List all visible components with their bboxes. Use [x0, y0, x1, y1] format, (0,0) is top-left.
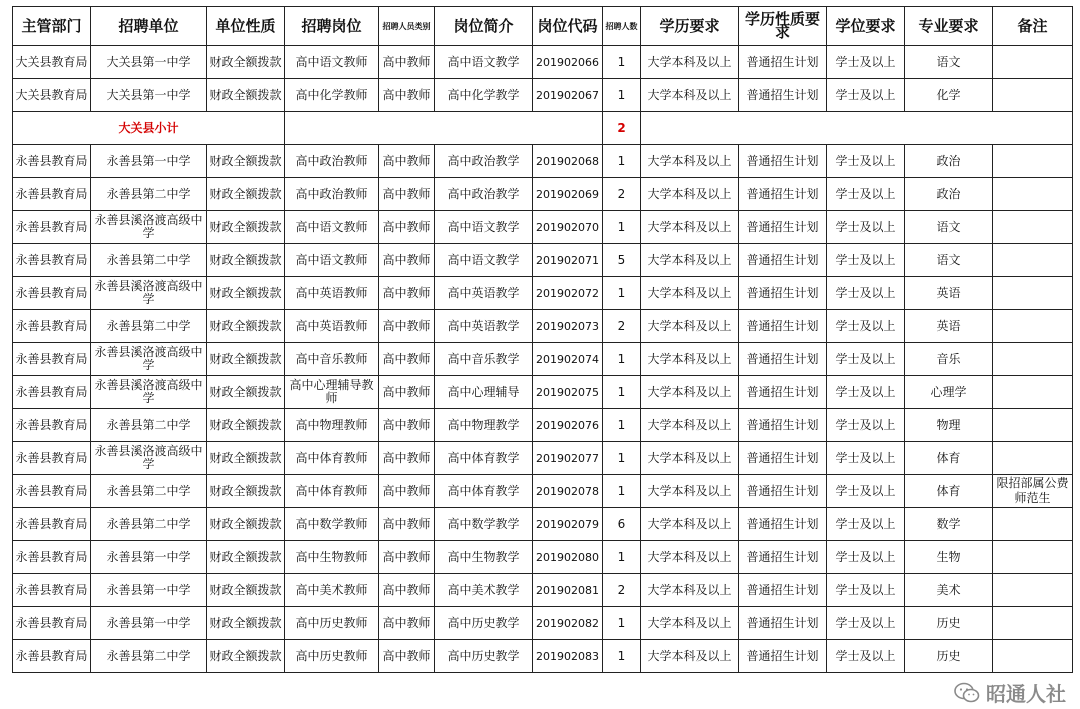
header-unit: 招聘单位: [91, 7, 207, 46]
major-cell: 英语: [905, 277, 993, 310]
edu-type-cell: 普通招生计划: [739, 343, 827, 376]
category-cell: 高中教师: [379, 211, 435, 244]
major-cell: 体育: [905, 442, 993, 475]
degree-cell: 学士及以上: [827, 277, 905, 310]
edu-cell: 大学本科及以上: [641, 574, 739, 607]
note-cell: [993, 574, 1073, 607]
note-cell: [993, 310, 1073, 343]
note-cell: [993, 640, 1073, 673]
wechat-icon: [954, 682, 980, 704]
post-cell: 高中数学教师: [285, 508, 379, 541]
dept-cell: 永善县教育局: [13, 376, 91, 409]
intro-cell: 高中体育教学: [435, 442, 533, 475]
dept-cell: 大关县教育局: [13, 79, 91, 112]
header-category: 招聘人员类别: [379, 7, 435, 46]
unit-cell: 永善县溪洛渡高级中学: [91, 343, 207, 376]
nature-cell: 财政全额拨款: [207, 145, 285, 178]
dept-cell: 永善县教育局: [13, 244, 91, 277]
nature-cell: 财政全额拨款: [207, 244, 285, 277]
unit-cell: 永善县第二中学: [91, 178, 207, 211]
dept-cell: 永善县教育局: [13, 442, 91, 475]
code-cell: 201902067: [533, 79, 603, 112]
subtotal-label: 大关县小计: [13, 112, 285, 145]
post-cell: 高中政治教师: [285, 145, 379, 178]
edu-type-cell: 普通招生计划: [739, 277, 827, 310]
header-major: 专业要求: [905, 7, 993, 46]
nature-cell: 财政全额拨款: [207, 178, 285, 211]
code-cell: 201902066: [533, 46, 603, 79]
table-row: [13, 508, 1073, 541]
count-cell: 1: [603, 211, 641, 244]
intro-cell: 高中语文教学: [435, 211, 533, 244]
count-cell: 2: [603, 574, 641, 607]
count-cell: 1: [603, 475, 641, 508]
note-cell: [993, 277, 1073, 310]
unit-cell: 永善县第一中学: [91, 145, 207, 178]
degree-cell: 学士及以上: [827, 376, 905, 409]
code-cell: 201902078: [533, 475, 603, 508]
note-cell: [993, 607, 1073, 640]
post-cell: 高中语文教师: [285, 244, 379, 277]
category-cell: 高中教师: [379, 640, 435, 673]
edu-cell: 大学本科及以上: [641, 343, 739, 376]
unit-cell: 永善县第一中学: [91, 541, 207, 574]
edu-cell: 大学本科及以上: [641, 145, 739, 178]
dept-cell: 永善县教育局: [13, 343, 91, 376]
note-cell: [993, 46, 1073, 79]
edu-type-cell: 普通招生计划: [739, 508, 827, 541]
dept-cell: 永善县教育局: [13, 574, 91, 607]
edu-type-cell: 普通招生计划: [739, 376, 827, 409]
post-cell: 高中历史教师: [285, 640, 379, 673]
count-cell: 1: [603, 145, 641, 178]
dept-cell: 永善县教育局: [13, 277, 91, 310]
table-row: [13, 376, 1073, 409]
edu-cell: 大学本科及以上: [641, 79, 739, 112]
nature-cell: 财政全额拨款: [207, 442, 285, 475]
degree-cell: 学士及以上: [827, 79, 905, 112]
header-code: 岗位代码: [533, 7, 603, 46]
intro-cell: 高中数学教学: [435, 508, 533, 541]
header-intro: 岗位简介: [435, 7, 533, 46]
intro-cell: 高中美术教学: [435, 574, 533, 607]
edu-type-cell: 普通招生计划: [739, 607, 827, 640]
code-cell: 201902079: [533, 508, 603, 541]
dept-cell: 永善县教育局: [13, 211, 91, 244]
edu-type-cell: 普通招生计划: [739, 640, 827, 673]
header-edu-type: 学历性质要求: [739, 7, 827, 46]
unit-cell: 永善县溪洛渡高级中学: [91, 376, 207, 409]
table-row: [13, 310, 1073, 343]
code-cell: 201902082: [533, 607, 603, 640]
intro-cell: 高中心理辅导: [435, 376, 533, 409]
nature-cell: 财政全额拨款: [207, 475, 285, 508]
intro-cell: 高中英语教学: [435, 277, 533, 310]
edu-cell: 大学本科及以上: [641, 277, 739, 310]
unit-cell: 永善县第二中学: [91, 475, 207, 508]
category-cell: 高中教师: [379, 46, 435, 79]
nature-cell: 财政全额拨款: [207, 277, 285, 310]
intro-cell: 高中语文教学: [435, 46, 533, 79]
edu-cell: 大学本科及以上: [641, 409, 739, 442]
count-cell: 2: [603, 178, 641, 211]
edu-cell: 大学本科及以上: [641, 244, 739, 277]
post-cell: 高中物理教师: [285, 409, 379, 442]
header-row: [13, 7, 1073, 46]
category-cell: 高中教师: [379, 79, 435, 112]
note-cell: [993, 541, 1073, 574]
intro-cell: 高中英语教学: [435, 310, 533, 343]
edu-cell: 大学本科及以上: [641, 640, 739, 673]
dept-cell: 永善县教育局: [13, 640, 91, 673]
count-cell: 1: [603, 79, 641, 112]
watermark: [954, 678, 1066, 707]
intro-cell: 高中政治教学: [435, 145, 533, 178]
note-cell: [993, 79, 1073, 112]
edu-cell: 大学本科及以上: [641, 310, 739, 343]
edu-type-cell: 普通招生计划: [739, 244, 827, 277]
major-cell: 美术: [905, 574, 993, 607]
table-row: [13, 574, 1073, 607]
note-cell: [993, 244, 1073, 277]
unit-cell: 永善县第二中学: [91, 244, 207, 277]
edu-cell: 大学本科及以上: [641, 178, 739, 211]
code-cell: 201902074: [533, 343, 603, 376]
category-cell: 高中教师: [379, 475, 435, 508]
count-cell: 1: [603, 541, 641, 574]
category-cell: 高中教师: [379, 409, 435, 442]
count-cell: 1: [603, 277, 641, 310]
post-cell: 高中政治教师: [285, 178, 379, 211]
edu-type-cell: 普通招生计划: [739, 541, 827, 574]
note-cell: [993, 145, 1073, 178]
edu-type-cell: 普通招生计划: [739, 79, 827, 112]
post-cell: 高中语文教师: [285, 211, 379, 244]
dept-cell: 永善县教育局: [13, 409, 91, 442]
major-cell: 心理学: [905, 376, 993, 409]
note-cell: 限招部属公费师范生: [993, 475, 1073, 508]
header-post: 招聘岗位: [285, 7, 379, 46]
header-dept: 主管部门: [13, 7, 91, 46]
dept-cell: 永善县教育局: [13, 541, 91, 574]
major-cell: 历史: [905, 607, 993, 640]
degree-cell: 学士及以上: [827, 46, 905, 79]
intro-cell: 高中政治教学: [435, 178, 533, 211]
category-cell: 高中教师: [379, 244, 435, 277]
major-cell: 体育: [905, 475, 993, 508]
degree-cell: 学士及以上: [827, 475, 905, 508]
edu-type-cell: 普通招生计划: [739, 145, 827, 178]
edu-cell: 大学本科及以上: [641, 211, 739, 244]
code-cell: 201902071: [533, 244, 603, 277]
category-cell: 高中教师: [379, 343, 435, 376]
post-cell: 高中心理辅导教师: [285, 376, 379, 409]
intro-cell: 高中化学教学: [435, 79, 533, 112]
note-cell: [993, 442, 1073, 475]
code-cell: 201902081: [533, 574, 603, 607]
header-edu: 学历要求: [641, 7, 739, 46]
nature-cell: 财政全额拨款: [207, 607, 285, 640]
nature-cell: 财政全额拨款: [207, 376, 285, 409]
unit-cell: 永善县第二中学: [91, 640, 207, 673]
table-row: [13, 277, 1073, 310]
count-cell: 1: [603, 607, 641, 640]
table-row: [13, 442, 1073, 475]
category-cell: 高中教师: [379, 607, 435, 640]
nature-cell: 财政全额拨款: [207, 409, 285, 442]
edu-type-cell: 普通招生计划: [739, 211, 827, 244]
edu-cell: 大学本科及以上: [641, 508, 739, 541]
count-cell: 5: [603, 244, 641, 277]
major-cell: 语文: [905, 46, 993, 79]
unit-cell: 永善县第二中学: [91, 508, 207, 541]
note-cell: [993, 376, 1073, 409]
note-cell: [993, 508, 1073, 541]
category-cell: 高中教师: [379, 310, 435, 343]
intro-cell: 高中音乐教学: [435, 343, 533, 376]
post-cell: 高中体育教师: [285, 475, 379, 508]
count-cell: 1: [603, 409, 641, 442]
unit-cell: 永善县第一中学: [91, 607, 207, 640]
degree-cell: 学士及以上: [827, 442, 905, 475]
unit-cell: 大关县第一中学: [91, 79, 207, 112]
note-cell: [993, 211, 1073, 244]
code-cell: 201902075: [533, 376, 603, 409]
table-row: [13, 409, 1073, 442]
table-row: [13, 211, 1073, 244]
major-cell: 英语: [905, 310, 993, 343]
count-cell: 1: [603, 376, 641, 409]
degree-cell: 学士及以上: [827, 211, 905, 244]
degree-cell: 学士及以上: [827, 574, 905, 607]
subtotal-row: [13, 112, 1073, 145]
code-cell: 201902072: [533, 277, 603, 310]
intro-cell: 高中历史教学: [435, 607, 533, 640]
subtotal-blank: [285, 112, 603, 145]
post-cell: 高中语文教师: [285, 46, 379, 79]
code-cell: 201902080: [533, 541, 603, 574]
dept-cell: 永善县教育局: [13, 475, 91, 508]
code-cell: 201902076: [533, 409, 603, 442]
table-row: [13, 46, 1073, 79]
table-row: [13, 79, 1073, 112]
subtotal-blank-right: [641, 112, 1073, 145]
major-cell: 政治: [905, 145, 993, 178]
table-row: [13, 244, 1073, 277]
post-cell: 高中音乐教师: [285, 343, 379, 376]
count-cell: 1: [603, 442, 641, 475]
degree-cell: 学士及以上: [827, 310, 905, 343]
edu-cell: 大学本科及以上: [641, 541, 739, 574]
degree-cell: 学士及以上: [827, 508, 905, 541]
category-cell: 高中教师: [379, 442, 435, 475]
post-cell: 高中生物教师: [285, 541, 379, 574]
header-degree: 学位要求: [827, 7, 905, 46]
unit-cell: 永善县第一中学: [91, 574, 207, 607]
category-cell: 高中教师: [379, 541, 435, 574]
nature-cell: 财政全额拨款: [207, 541, 285, 574]
edu-type-cell: 普通招生计划: [739, 442, 827, 475]
recruitment-table: [12, 6, 1073, 673]
degree-cell: 学士及以上: [827, 178, 905, 211]
unit-cell: 大关县第一中学: [91, 46, 207, 79]
major-cell: 历史: [905, 640, 993, 673]
unit-cell: 永善县溪洛渡高级中学: [91, 277, 207, 310]
edu-type-cell: 普通招生计划: [739, 310, 827, 343]
category-cell: 高中教师: [379, 277, 435, 310]
code-cell: 201902073: [533, 310, 603, 343]
table-row: [13, 640, 1073, 673]
unit-cell: 永善县溪洛渡高级中学: [91, 211, 207, 244]
edu-type-cell: 普通招生计划: [739, 574, 827, 607]
major-cell: 化学: [905, 79, 993, 112]
degree-cell: 学士及以上: [827, 607, 905, 640]
code-cell: 201902068: [533, 145, 603, 178]
table-row: [13, 343, 1073, 376]
header-note: 备注: [993, 7, 1073, 46]
edu-type-cell: 普通招生计划: [739, 46, 827, 79]
edu-cell: 大学本科及以上: [641, 607, 739, 640]
unit-cell: 永善县第二中学: [91, 310, 207, 343]
count-cell: 1: [603, 343, 641, 376]
major-cell: 音乐: [905, 343, 993, 376]
count-cell: 2: [603, 310, 641, 343]
note-cell: [993, 343, 1073, 376]
degree-cell: 学士及以上: [827, 145, 905, 178]
nature-cell: 财政全额拨款: [207, 343, 285, 376]
category-cell: 高中教师: [379, 178, 435, 211]
count-cell: 6: [603, 508, 641, 541]
degree-cell: 学士及以上: [827, 343, 905, 376]
edu-type-cell: 普通招生计划: [739, 409, 827, 442]
post-cell: 高中英语教师: [285, 310, 379, 343]
count-cell: 1: [603, 640, 641, 673]
nature-cell: 财政全额拨款: [207, 211, 285, 244]
major-cell: 语文: [905, 244, 993, 277]
edu-type-cell: 普通招生计划: [739, 178, 827, 211]
code-cell: 201902069: [533, 178, 603, 211]
post-cell: 高中化学教师: [285, 79, 379, 112]
post-cell: 高中历史教师: [285, 607, 379, 640]
code-cell: 201902077: [533, 442, 603, 475]
dept-cell: 永善县教育局: [13, 310, 91, 343]
degree-cell: 学士及以上: [827, 409, 905, 442]
table-row: [13, 607, 1073, 640]
degree-cell: 学士及以上: [827, 541, 905, 574]
intro-cell: 高中语文教学: [435, 244, 533, 277]
watermark-text: 昭通人社: [986, 682, 1066, 706]
category-cell: 高中教师: [379, 376, 435, 409]
major-cell: 物理: [905, 409, 993, 442]
edu-cell: 大学本科及以上: [641, 442, 739, 475]
edu-type-cell: 普通招生计划: [739, 475, 827, 508]
major-cell: 生物: [905, 541, 993, 574]
nature-cell: 财政全额拨款: [207, 79, 285, 112]
unit-cell: 永善县第二中学: [91, 409, 207, 442]
nature-cell: 财政全额拨款: [207, 310, 285, 343]
header-nature: 单位性质: [207, 7, 285, 46]
post-cell: 高中美术教师: [285, 574, 379, 607]
subtotal-count: 2: [603, 112, 641, 145]
table-row: [13, 541, 1073, 574]
post-cell: 高中英语教师: [285, 277, 379, 310]
header-count: 招聘人数: [603, 7, 641, 46]
nature-cell: 财政全额拨款: [207, 574, 285, 607]
intro-cell: 高中体育教学: [435, 475, 533, 508]
unit-cell: 永善县溪洛渡高级中学: [91, 442, 207, 475]
major-cell: 语文: [905, 211, 993, 244]
edu-cell: 大学本科及以上: [641, 475, 739, 508]
intro-cell: 高中生物教学: [435, 541, 533, 574]
note-cell: [993, 409, 1073, 442]
dept-cell: 永善县教育局: [13, 508, 91, 541]
edu-cell: 大学本科及以上: [641, 376, 739, 409]
nature-cell: 财政全额拨款: [207, 46, 285, 79]
edu-cell: 大学本科及以上: [641, 46, 739, 79]
note-cell: [993, 178, 1073, 211]
category-cell: 高中教师: [379, 574, 435, 607]
dept-cell: 永善县教育局: [13, 145, 91, 178]
nature-cell: 财政全额拨款: [207, 640, 285, 673]
major-cell: 政治: [905, 178, 993, 211]
count-cell: 1: [603, 46, 641, 79]
table-row: [13, 178, 1073, 211]
intro-cell: 高中物理教学: [435, 409, 533, 442]
post-cell: 高中体育教师: [285, 442, 379, 475]
code-cell: 201902083: [533, 640, 603, 673]
code-cell: 201902070: [533, 211, 603, 244]
dept-cell: 永善县教育局: [13, 607, 91, 640]
category-cell: 高中教师: [379, 145, 435, 178]
intro-cell: 高中历史教学: [435, 640, 533, 673]
major-cell: 数学: [905, 508, 993, 541]
category-cell: 高中教师: [379, 508, 435, 541]
table-row: [13, 145, 1073, 178]
dept-cell: 永善县教育局: [13, 178, 91, 211]
nature-cell: 财政全额拨款: [207, 508, 285, 541]
degree-cell: 学士及以上: [827, 640, 905, 673]
dept-cell: 大关县教育局: [13, 46, 91, 79]
degree-cell: 学士及以上: [827, 244, 905, 277]
table-row: [13, 475, 1073, 508]
